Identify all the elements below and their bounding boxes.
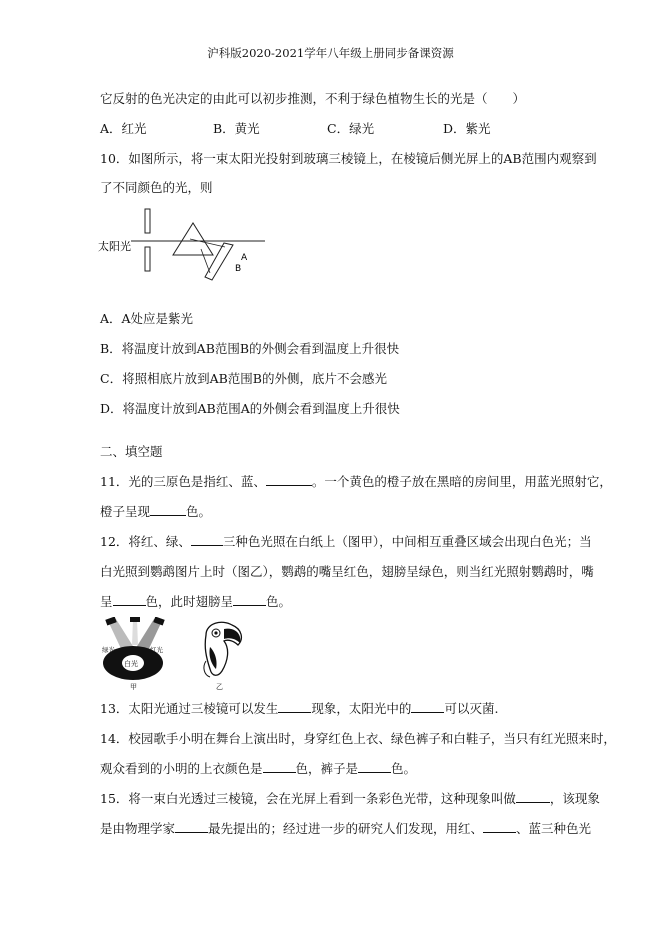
- q11-blank-2[interactable]: [150, 503, 186, 516]
- q12-text-a: 12．将红、绿、: [100, 534, 191, 549]
- q14-line2: [100, 759, 416, 777]
- q9-option-a: A．红光: [100, 121, 147, 136]
- q14-text-b: 观众看到的小明的上衣颜色是: [100, 761, 263, 776]
- blue-beam: [132, 619, 138, 645]
- q12-line3: [100, 592, 291, 610]
- q12-line2: 白光照到鹦鹉图片上时（图乙），鹦鹉的嘴呈红色，翅膀呈绿色，则当红光照射鹦鹉时，嘴: [100, 564, 594, 579]
- q12-line1: [100, 532, 592, 550]
- q12-blank-2[interactable]: [113, 593, 146, 606]
- q10-option-b: B．将温度计放到AB范围B的外侧会看到温度上升很快: [100, 341, 400, 356]
- q15-blank-2[interactable]: [175, 820, 208, 833]
- q13-text-b: 现象，太阳光中的: [311, 701, 412, 716]
- section-title: 二、填空题: [100, 444, 163, 459]
- q14-text-c: 色，裤子是: [295, 761, 359, 776]
- q9-option-c: C．绿光: [327, 121, 375, 136]
- q10-stem-line1: 10．如图所示，将一束太阳光投射到玻璃三棱镜上，在棱镜后侧光屏上的AB范围内观察到: [100, 151, 597, 166]
- q14-blank-2[interactable]: [358, 760, 391, 773]
- label-a: A: [241, 253, 248, 263]
- q14-text-d: 色。: [391, 761, 417, 776]
- red-light-label: 红光: [150, 646, 163, 654]
- q12-blank-1[interactable]: [191, 533, 223, 546]
- page-header: 沪科版2020-2021学年八年级上册同步备课资源: [207, 46, 454, 60]
- figure-jia-label: 甲: [130, 683, 137, 691]
- q12-text-d: 呈: [100, 594, 113, 609]
- q15-blank-1[interactable]: [516, 790, 550, 803]
- q15-line2: [100, 819, 591, 837]
- prism-figure: [95, 205, 265, 285]
- q14-line1: 14．校园歌手小明在舞台上演出时，身穿红色上衣、绿色裤子和白鞋子，当只有红光照来时，: [100, 731, 616, 746]
- q12-text-e: 色，此时翅膀呈: [145, 594, 234, 609]
- q11-text-a: 11．光的三原色是指红、蓝、: [100, 474, 266, 489]
- q15-blank-3[interactable]: [483, 820, 516, 833]
- q13-blank-2[interactable]: [411, 700, 444, 713]
- q11-text-b: 。一个黄色的橙子放在黑暗的房间里，用蓝光照射它，: [311, 474, 612, 489]
- q15-text-b: ，该现象: [549, 791, 600, 806]
- q10-option-c: C．将照相底片放到AB范围B的外侧，底片不会感光: [100, 371, 387, 386]
- parrot-eye: [214, 631, 217, 634]
- q14-blank-1[interactable]: [263, 760, 296, 773]
- figure-yi-label: 乙: [216, 683, 223, 691]
- q9-stem-tail: 它反射的色光决定的由此可以初步推测，不利于绿色植物生长的光是（ ）: [100, 91, 526, 106]
- q12-blank-3[interactable]: [233, 593, 266, 606]
- q15-text-e: 、蓝三种色光: [516, 821, 592, 836]
- color-mixing-figure: [100, 617, 170, 692]
- slit-bottom: [145, 247, 150, 271]
- sunlight-label: 太阳光: [98, 240, 131, 253]
- q11-line1: [100, 472, 612, 490]
- q11-line2: [100, 502, 211, 520]
- green-light-label: 绿光: [102, 646, 115, 654]
- q9-option-d: D．紫光: [443, 121, 491, 136]
- q9-option-b: B．黄光: [213, 121, 260, 136]
- q13-blank-1[interactable]: [278, 700, 311, 713]
- q15-text-c: 是由物理学家: [100, 821, 176, 836]
- q12-text-b: 三种色光照在白纸上（图甲），中间相互重叠区域会出现白色光；当: [222, 534, 592, 549]
- label-b: B: [235, 264, 242, 274]
- q10-option-d: D．将温度计放到AB范围A的外侧会看到温度上升很快: [100, 401, 400, 416]
- q11-blank-1[interactable]: [266, 473, 312, 486]
- q10-option-a: A．A处应是紫光: [100, 311, 194, 326]
- blue-lamp: [130, 617, 140, 622]
- white-light-label: 白光: [124, 660, 138, 668]
- q13-text-a: 13．太阳光通过三棱镜可以发生: [100, 701, 279, 716]
- q11-text-c: 橙子呈现: [100, 504, 151, 519]
- q15-text-a: 15．将一束白光透过三棱镜，会在光屏上看到一条彩色光带，这种现象叫做: [100, 791, 516, 806]
- q12-text-f: 色。: [266, 594, 292, 609]
- slit-top: [145, 209, 150, 233]
- q15-line1: [100, 789, 600, 807]
- refracted-ray-bottom: [201, 249, 210, 273]
- q15-text-d: 最先提出的；经过进一步的研究人们发现，用红、: [208, 821, 484, 836]
- q13-line: [100, 699, 498, 717]
- parrot-figure: [192, 617, 252, 692]
- q13-text-c: 可以灭菌.: [444, 701, 499, 716]
- glass-prism: [173, 223, 213, 255]
- q10-stem-line2: 了不同颜色的光，则: [100, 180, 213, 195]
- q11-text-d: 色。: [186, 504, 212, 519]
